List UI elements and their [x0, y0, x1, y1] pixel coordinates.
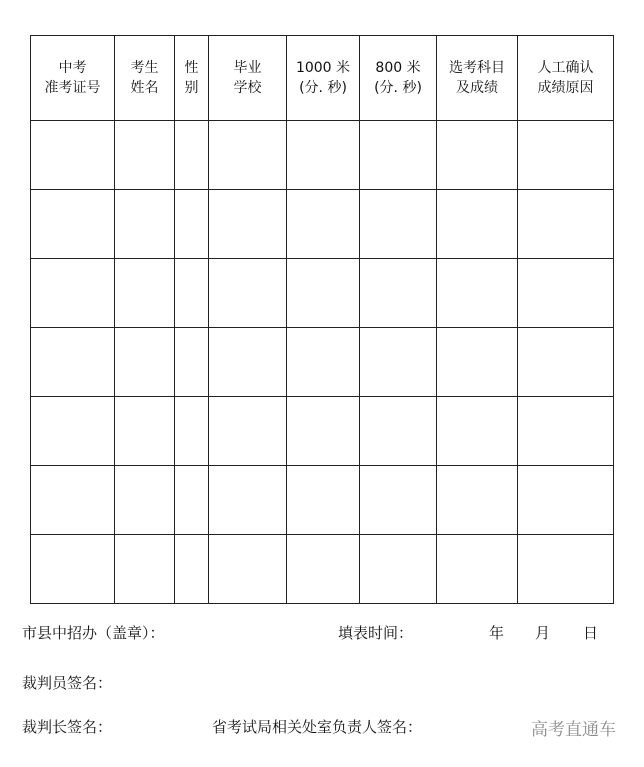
table-cell[interactable]	[360, 535, 437, 604]
table-row	[31, 397, 614, 466]
table-row	[31, 466, 614, 535]
table-cell[interactable]	[360, 121, 437, 190]
table-cell[interactable]	[518, 328, 614, 397]
table-cell[interactable]	[31, 397, 115, 466]
table-cell[interactable]	[115, 328, 175, 397]
header-elective-line2: 及成绩	[456, 80, 498, 96]
table-cell[interactable]	[287, 190, 360, 259]
table-cell[interactable]	[287, 397, 360, 466]
header-800m	[360, 36, 437, 121]
table-row	[31, 121, 614, 190]
table-cell[interactable]	[437, 397, 518, 466]
table-cell[interactable]	[31, 259, 115, 328]
header-manual-confirm-line2: 成绩原因	[537, 80, 594, 96]
referee-signature-label: 裁判员签名：	[22, 674, 113, 692]
table-cell[interactable]	[360, 466, 437, 535]
month-label: 月	[535, 624, 551, 642]
score-table	[30, 35, 614, 604]
table-cell[interactable]	[518, 397, 614, 466]
table-body	[31, 121, 614, 604]
table-cell[interactable]	[437, 259, 518, 328]
header-name-line2: 姓名	[130, 80, 159, 96]
table-cell[interactable]	[209, 190, 287, 259]
table-cell[interactable]	[31, 190, 115, 259]
table-cell[interactable]	[518, 121, 614, 190]
table-row	[31, 535, 614, 604]
table-cell[interactable]	[175, 190, 209, 259]
table-cell[interactable]	[209, 328, 287, 397]
office-seal-label: 市县中招办（盖章）：	[22, 624, 165, 642]
table-cell[interactable]	[518, 535, 614, 604]
table-cell[interactable]	[360, 397, 437, 466]
table-cell[interactable]	[209, 259, 287, 328]
header-1000m-line1: 1000 米	[295, 60, 351, 76]
header-gender-line1: 性	[184, 60, 199, 76]
day-label: 日	[583, 624, 599, 642]
header-name	[115, 36, 175, 121]
table-cell[interactable]	[175, 121, 209, 190]
table-cell[interactable]	[31, 535, 115, 604]
table-cell[interactable]	[437, 190, 518, 259]
table-cell[interactable]	[175, 466, 209, 535]
table-cell[interactable]	[209, 121, 287, 190]
header-elective-line1: 选考科目	[449, 60, 505, 76]
table-cell[interactable]	[287, 121, 360, 190]
table-cell[interactable]	[175, 535, 209, 604]
header-exam-id-line1: 中考	[58, 60, 87, 76]
table-cell[interactable]	[209, 466, 287, 535]
watermark: 高考直通车	[531, 720, 616, 740]
table-cell[interactable]	[518, 190, 614, 259]
table-row	[31, 328, 614, 397]
table-cell[interactable]	[115, 535, 175, 604]
table-cell[interactable]	[437, 328, 518, 397]
table-cell[interactable]	[115, 190, 175, 259]
table-cell[interactable]	[360, 328, 437, 397]
table-cell[interactable]	[437, 466, 518, 535]
header-800m-line1: 800 米	[375, 60, 421, 76]
table-cell[interactable]	[31, 328, 115, 397]
table-cell[interactable]	[518, 259, 614, 328]
table-cell[interactable]	[209, 397, 287, 466]
table-cell[interactable]	[175, 328, 209, 397]
table-cell[interactable]	[115, 466, 175, 535]
table-cell[interactable]	[31, 466, 115, 535]
table-cell[interactable]	[115, 397, 175, 466]
dept-head-signature-label: 省考试局相关处室负责人签名：	[212, 718, 423, 736]
table-cell[interactable]	[287, 535, 360, 604]
header-800m-line2: (分. 秒)	[374, 80, 422, 96]
table-cell[interactable]	[287, 328, 360, 397]
header-manual-confirm-line1: 人工确认	[537, 60, 594, 76]
chief-referee-signature-label: 裁判长签名：	[22, 718, 113, 736]
table-cell[interactable]	[209, 535, 287, 604]
header-row	[31, 36, 614, 121]
table-cell[interactable]	[360, 190, 437, 259]
table-row	[31, 259, 614, 328]
table-cell[interactable]	[287, 259, 360, 328]
header-school	[209, 36, 287, 121]
table-cell[interactable]	[175, 259, 209, 328]
header-exam-id-line2: 准考证号	[44, 80, 101, 96]
table-cell[interactable]	[31, 121, 115, 190]
header-1000m-line2: (分. 秒)	[299, 80, 347, 96]
fill-time-label: 填表时间：	[338, 624, 414, 642]
table-cell[interactable]	[115, 259, 175, 328]
header-gender	[175, 36, 209, 121]
header-school-line2: 学校	[233, 80, 262, 96]
table-cell[interactable]	[175, 397, 209, 466]
header-manual-confirm	[518, 36, 614, 121]
table-cell[interactable]	[518, 466, 614, 535]
table-cell[interactable]	[115, 121, 175, 190]
table-cell[interactable]	[437, 121, 518, 190]
header-school-line1: 毕业	[233, 60, 262, 76]
header-elective	[437, 36, 518, 121]
year-label: 年	[489, 624, 505, 642]
table-cell[interactable]	[437, 535, 518, 604]
table-cell[interactable]	[360, 259, 437, 328]
table-row	[31, 190, 614, 259]
table-cell[interactable]	[287, 466, 360, 535]
header-exam-id	[31, 36, 115, 121]
header-name-line1: 考生	[130, 60, 159, 76]
header-1000m	[287, 36, 360, 121]
header-gender-line2: 别	[184, 80, 199, 96]
